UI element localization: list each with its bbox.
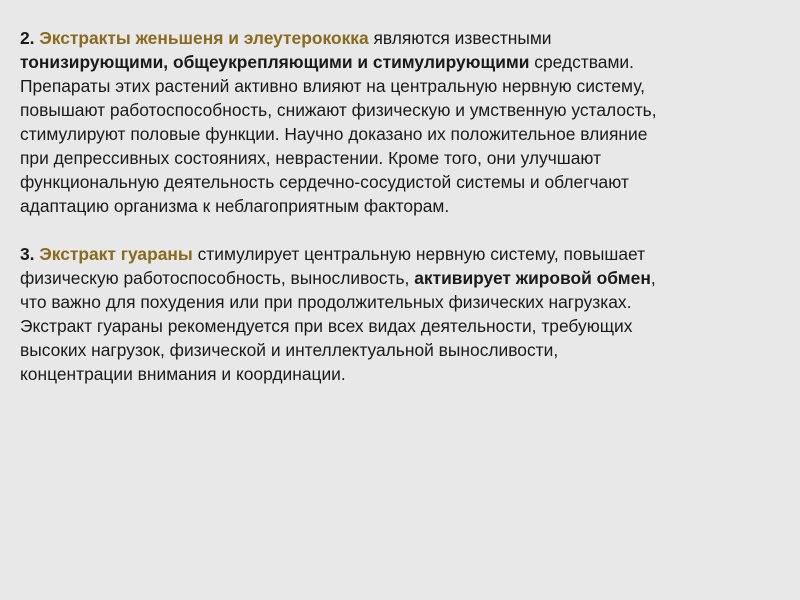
text-line — [20, 98, 785, 122]
body-text: при депрессивных состояниях, неврастении. Кроме того, они улучшают — [20, 148, 602, 168]
body-text: стимулирует центральную нервную систему, повышает — [192, 244, 646, 264]
body-text: физическую работоспособность, выносливость, — [20, 268, 415, 288]
text-line — [20, 314, 785, 338]
paragraph-1 — [20, 26, 785, 218]
body-text: Экстракт гуараны рекомендуется при всех видах деятельности, требующих — [20, 316, 633, 336]
text-line — [20, 122, 785, 146]
text-line — [20, 170, 785, 194]
text-line — [20, 266, 785, 290]
body-text: Препараты этих растений активно влияют на центральную нервную систему, — [20, 76, 645, 96]
body-text: стимулируют половые функции. Научно доказано их положительное влияние — [20, 124, 648, 144]
body-text: что важно для похудения или при продолжительных физических нагрузках. — [20, 292, 632, 312]
body-text: концентрации внимания и координации. — [20, 364, 346, 384]
body-text: функциональную деятельность сердечно-сосудистой системы и облегчают — [20, 172, 629, 192]
slide-text-body — [20, 26, 785, 386]
body-text: средствами. — [529, 52, 634, 72]
body-text: являются известными — [368, 28, 552, 48]
body-text: адаптацию организма к неблагоприятным факторам. — [20, 196, 450, 216]
body-text: повышают работоспособность, снижают физическую и умственную усталость, — [20, 100, 657, 120]
text-line — [20, 362, 785, 386]
text-line — [20, 338, 785, 362]
text-line — [20, 194, 785, 218]
bold-text: 2. — [20, 28, 40, 48]
bold-text: 3. — [20, 244, 40, 264]
text-line — [20, 26, 785, 50]
text-line — [20, 74, 785, 98]
highlighted-term: Экстракты женьшеня и элеутерококка — [39, 28, 369, 48]
bold-text: активирует жировой обмен — [414, 268, 651, 288]
text-line — [20, 290, 785, 314]
bold-text: тонизирующими, общеукрепляющими и стимулирующими — [20, 52, 530, 72]
highlighted-term: Экстракт гуараны — [39, 244, 193, 264]
text-line — [20, 50, 785, 74]
text-line — [20, 242, 785, 266]
body-text: , — [650, 268, 656, 288]
text-line — [20, 146, 785, 170]
paragraph-2 — [20, 242, 785, 386]
body-text: высоких нагрузок, физической и интеллектуальной выносливости, — [20, 340, 559, 360]
